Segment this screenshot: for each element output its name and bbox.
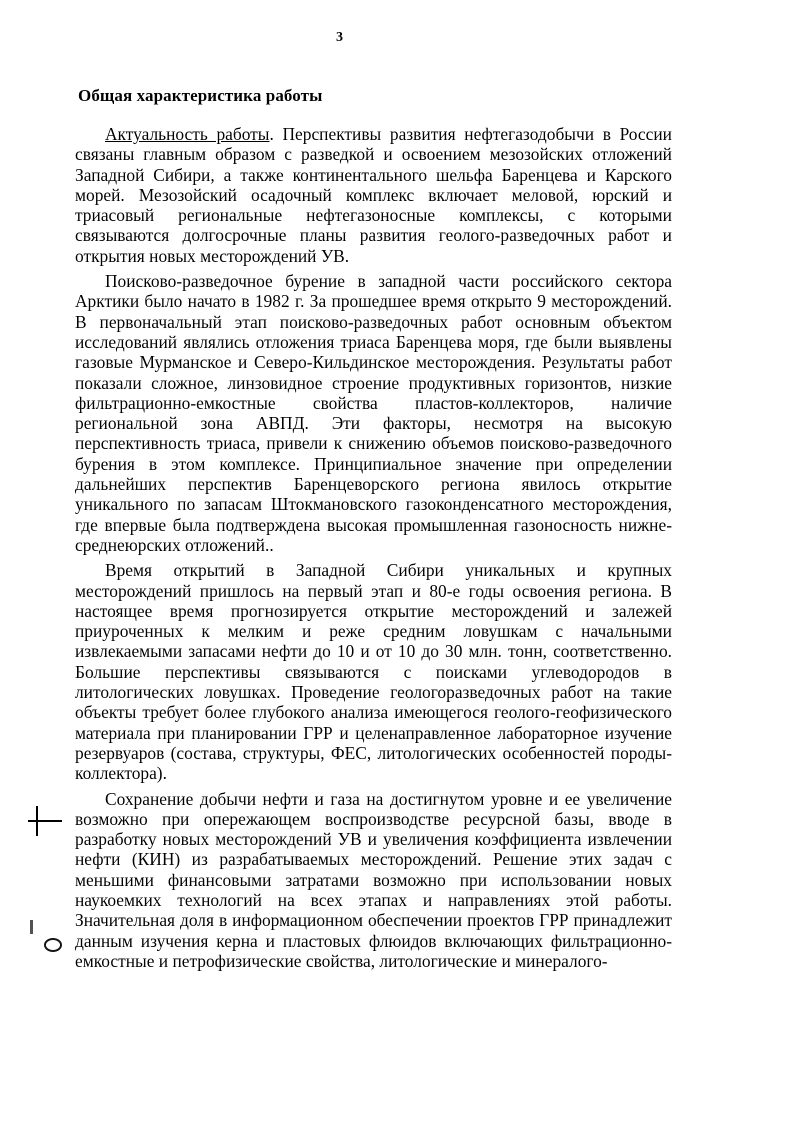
scan-mark-dot bbox=[30, 920, 33, 934]
paragraph-drilling: Поисково-разведочное бурение в западной части российского сектора Арктики было начато в 1982 г. За прошедшее время открыто 9 месторождений. В первоначальный этап поисково-разведочных работ основным объектом исследований являлись отложения триаса Баренцева моря, где были выявлены газовые Мурманское и Северо-Кильдинское месторождения. Результаты работ показали сложное, линзовидное строение продуктивных горизонтов, низкие фильтрационно-емкостные свойства пластов-коллекторов, наличие региональной зона АВПД. Эти факторы, несмотря на высокую перспективность триаса, привели к снижению объемов поисково-разведочного бурения в этом комплексе. Принципиальное значение при определении дальнейших перспектив Баренцеворского региона явилось открытие уникального по запасам Штокмановского газоконденсатного месторождения, где впервые была подтверждена высокая промышленная газоносность нижне-среднеюрских отложений.. bbox=[75, 271, 672, 555]
paragraph-relevance bbox=[75, 124, 672, 266]
paragraph-production: Сохранение добычи нефти и газа на достигнутом уровне и ее увеличение возможно при опережающем воспроизводстве ресурсной базы, вводе в разработку новых месторождений УВ и увеличения коэффициента извлечении нефти (КИН) из разрабатываемых месторождений. Решение этих задач с меньшими финансовыми затратами возможно при использовании новых наукоемких технологий на всех этапах и направлениях этой работы. Значительная доля в информационном обеспечении проектов ГРР принадлежит данным изучения керна и пластовых флюидов включающих фильтрационно-емкостные и петрофизические свойства, литологические и минералого- bbox=[75, 788, 672, 971]
relevance-text: . Перспективы развития нефтегазодобычи в России связаны главным образом с разведкой и освоением мезозойских отложений Западной Сибири, а также континентального шельфа Баренцева и Карского морей. Мезозойский осадочный комплекс включает меловой, юрский и триасовый региональные нефтегазоносные комплексы, с которыми связываются долгосрочные планы развития геолого-разведочных работ и открытия новых месторождений УВ. bbox=[75, 124, 672, 266]
scan-mark-line bbox=[28, 820, 62, 822]
paragraph-discoveries: Время открытий в Западной Сибири уникальных и крупных месторождений пришлось на первый этап и 80-е годы освоения региона. В настоящее время прогнозируется открытие месторождений и залежей приуроченных к мелким и реже средним ловушкам с начальными извлекаемыми запасами нефти до 10 и от 10 до 30 млн. тонн, соответственно. Большие перспективы связываются с поисками углеводородов в литологических ловушках. Проведение геологоразведочных работ на такие объекты требует более глубокого анализа имеющегося геолого-геофизического материала при планировании ГРР и целенаправленное лабораторное изучение резервуаров (состава, структуры, ФЕС, литологических особенностей породы- коллектора). bbox=[75, 560, 672, 784]
relevance-title: Актуальность работы bbox=[105, 124, 270, 144]
scan-mark-vertical bbox=[36, 806, 38, 836]
scan-mark-dot bbox=[44, 938, 62, 952]
section-heading: Общая характеристика работы bbox=[78, 86, 323, 105]
page-number: 3 bbox=[336, 30, 343, 45]
body-text bbox=[75, 124, 672, 976]
